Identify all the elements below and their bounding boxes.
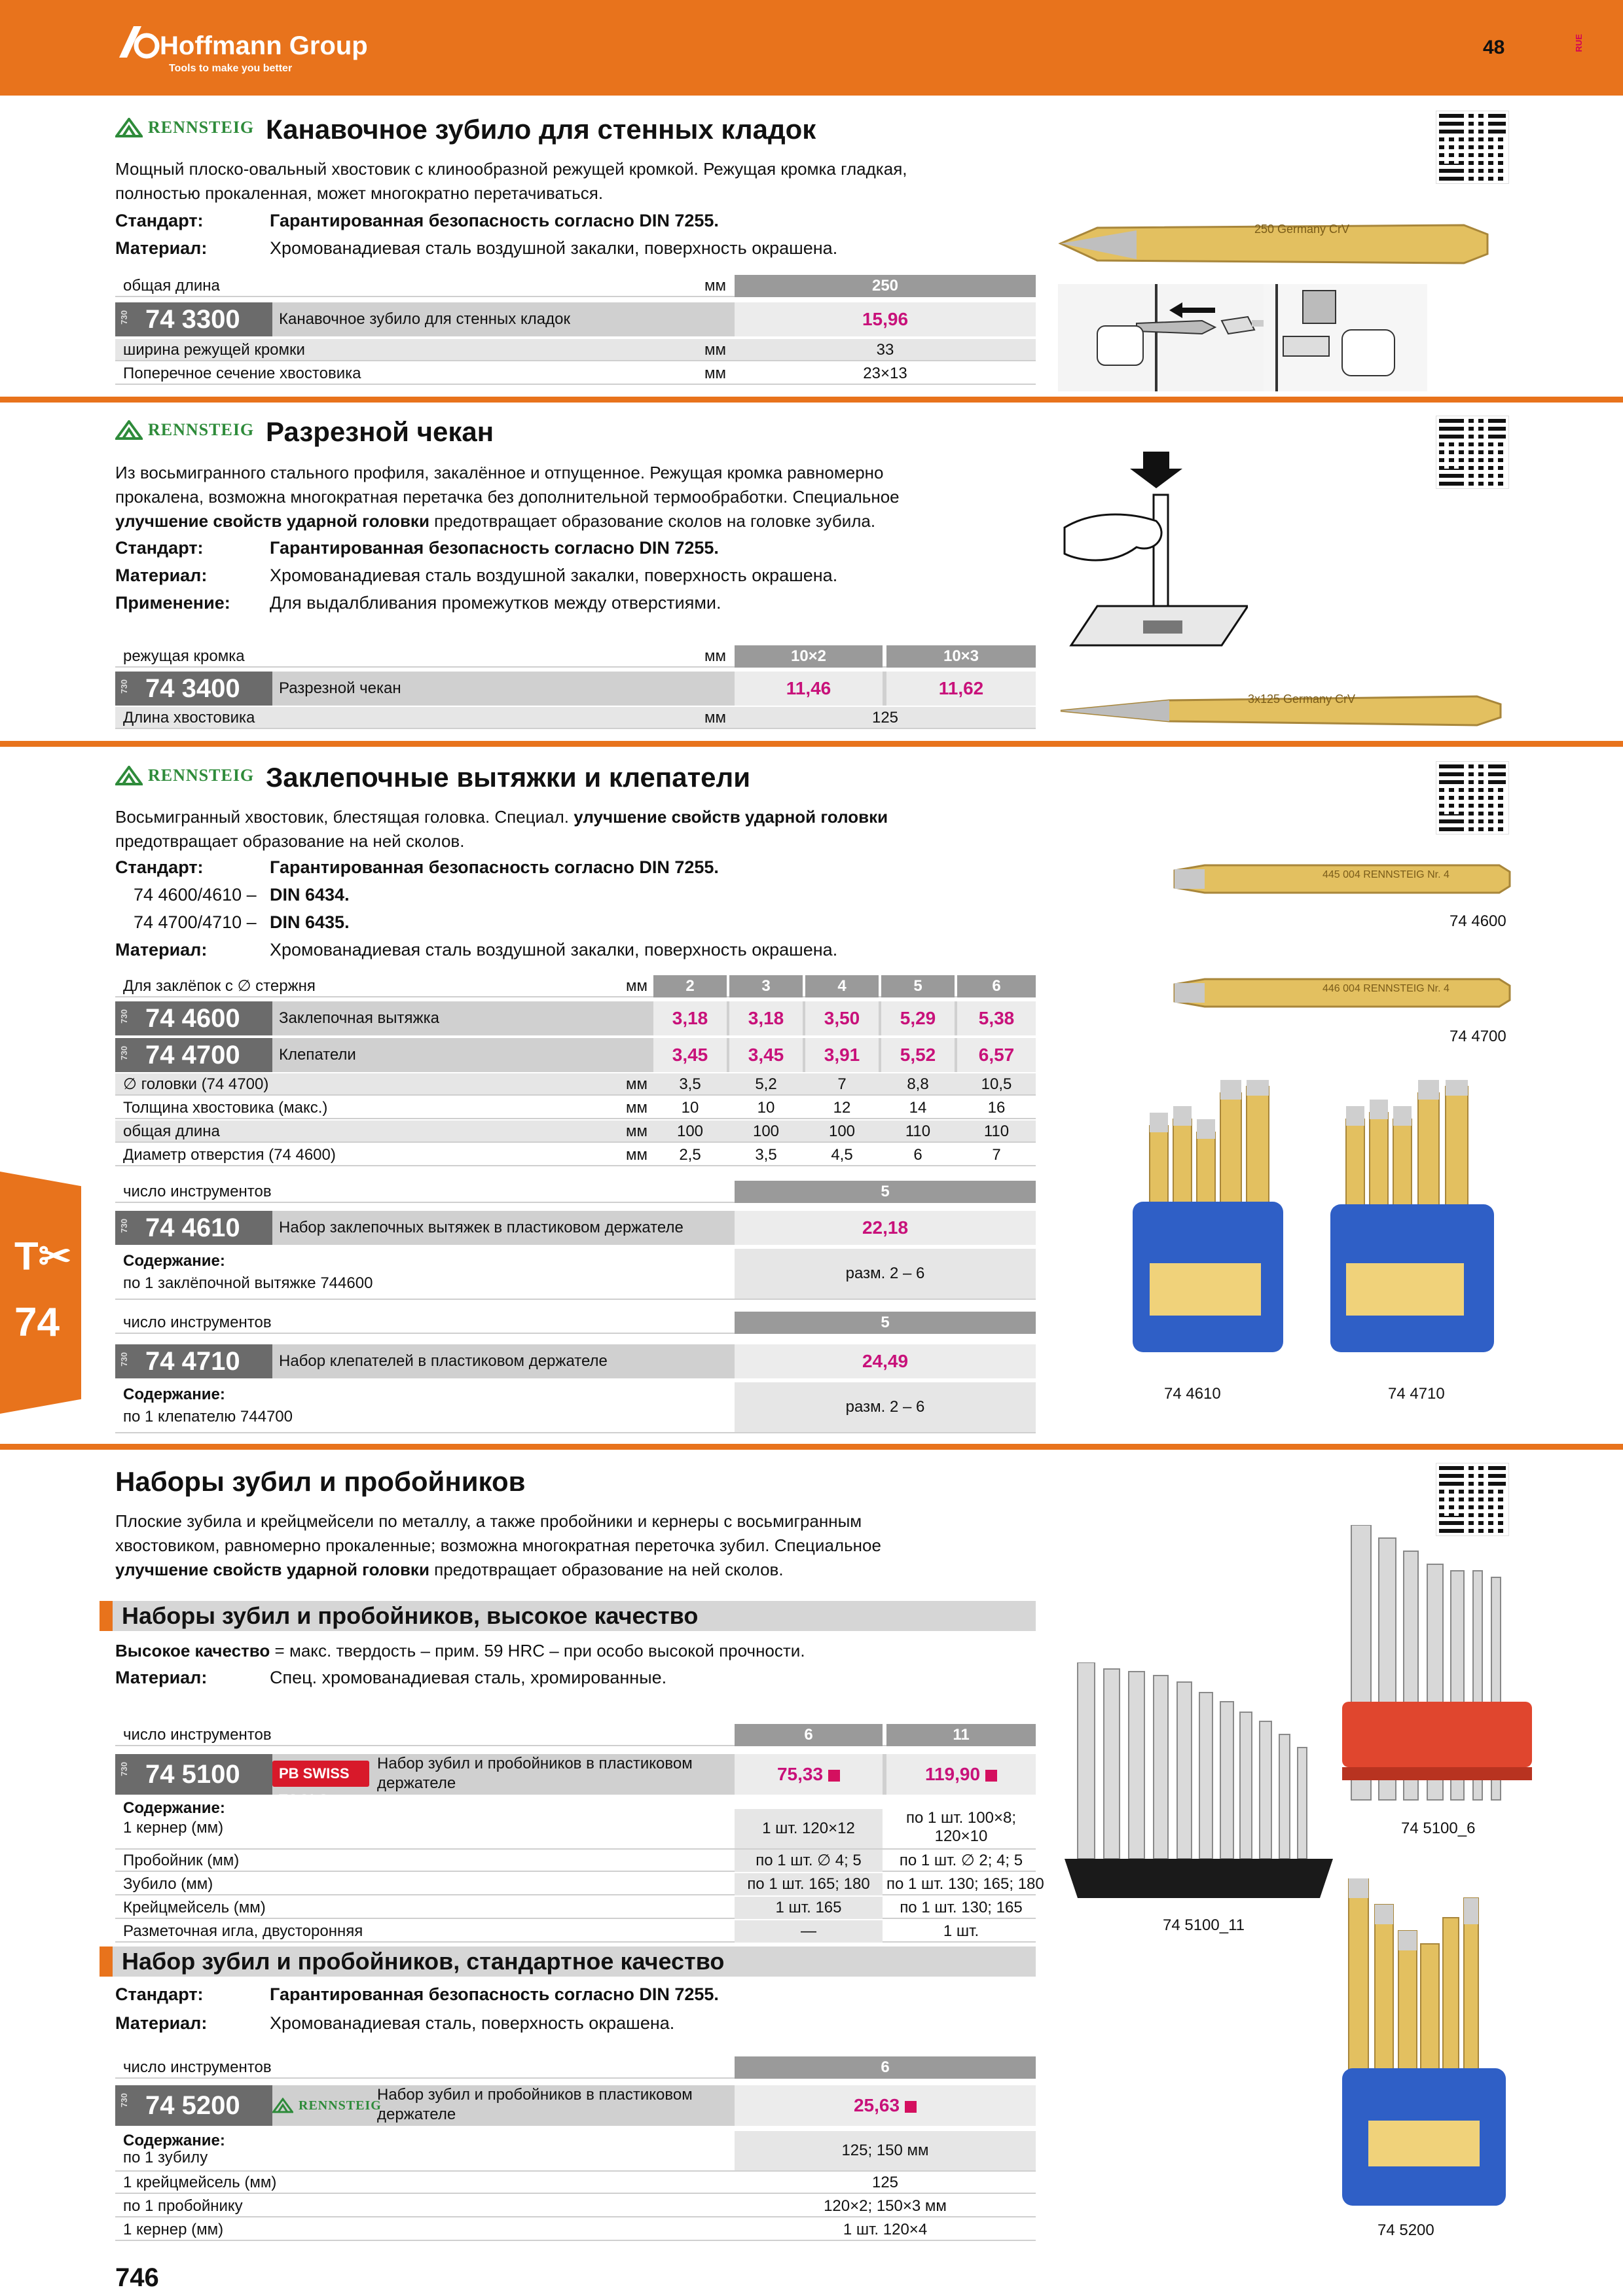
row-unit: мм — [704, 365, 726, 382]
description-text: Восьмигранный хвостовик, блестящая головка. Специал. — [115, 807, 574, 827]
row-value: 14 — [909, 1099, 927, 1117]
article-price: 22,18 — [735, 1211, 1036, 1245]
row-value: 3,5 — [679, 1075, 701, 1093]
header-label: общая длина — [123, 277, 220, 295]
article-row[interactable] — [115, 1211, 1036, 1245]
row-label: 1 кернер (мм) — [123, 2221, 224, 2238]
brand-tagline: Tools to make you better — [169, 63, 293, 74]
row-value: 100 — [752, 1122, 780, 1140]
quality-text: = макс. твердость – прим. 59 HRC – при особо высокой прочности. — [270, 1641, 805, 1660]
row-label: общая длина — [123, 1122, 220, 1140]
description-line: Плоские зубила и крейцмейсели по металлу, а также пробойники и кернеры с восьмигранным — [115, 1511, 862, 1531]
article-number[interactable] — [115, 1344, 272, 1378]
rennsteig-logo — [115, 117, 254, 139]
article-row[interactable] — [115, 2085, 1036, 2126]
material-label: Материал: — [115, 2013, 208, 2033]
table-header-row — [115, 1312, 1036, 1334]
article-number[interactable] — [115, 1211, 272, 1245]
image-caption: 74 4710 — [1388, 1385, 1445, 1403]
material-label: Материал: — [115, 238, 208, 258]
description-bold: улучшение свойств ударной головки — [574, 807, 888, 827]
article-name: Заклепочная вытяжка — [279, 1009, 439, 1027]
article-price: 3,91 — [805, 1038, 879, 1072]
row-label: Содержание: — [123, 2132, 225, 2149]
material-value: Хромованадиевая сталь, поверхность окрашена. — [270, 2013, 675, 2033]
row-value: по 1 шт. 165; 180 — [735, 1873, 883, 1895]
row-value: по 1 шт. ∅ 4; 5 — [735, 1850, 883, 1872]
row-value: 120×2; 150×3 мм — [824, 2197, 947, 2215]
header-size: 10×2 — [735, 645, 883, 668]
row-value: по 1 шт. 130; 165; 180 — [886, 1875, 1044, 1893]
row-value: 33 — [876, 341, 894, 359]
standard-label: Стандарт: — [115, 1984, 204, 2004]
table-row — [115, 2195, 1036, 2217]
table-row — [115, 1144, 1036, 1166]
rivet-set-image — [1113, 1080, 1303, 1368]
material-label: Материал: — [115, 565, 208, 585]
article-price: 11,46 — [735, 672, 883, 706]
article-name: Разрезной чекан — [279, 679, 401, 697]
row-value: 1 шт. 120×4 — [843, 2221, 928, 2238]
chisel-set-6-image — [1342, 1525, 1532, 1813]
pb-swiss-tools-logo: PB SWISS TOOLS — [272, 1761, 369, 1787]
quality-bold: Высокое качество — [115, 1641, 270, 1660]
row-value: 10 — [681, 1099, 699, 1117]
article-price: 3,45 — [653, 1038, 727, 1072]
article-price — [735, 2085, 1036, 2126]
table-row — [115, 1097, 1036, 1119]
row-label: Толщина хвостовика (макс.) — [123, 1099, 328, 1117]
rivet-tool-image — [1172, 855, 1512, 901]
article-price — [886, 1754, 1036, 1795]
tool-engraving: 446 004 RENNSTEIG Nr. 4 — [1322, 983, 1450, 994]
row-label: по 1 зубилу — [123, 2149, 208, 2166]
header-value: 5 — [735, 1312, 1036, 1334]
article-number-text: 74 5200 — [145, 2091, 240, 2120]
region-code: RUE — [1574, 34, 1584, 52]
row-unit: мм — [704, 341, 726, 359]
article-number-text: 74 4610 — [145, 1213, 240, 1242]
article-price: 5,52 — [881, 1038, 955, 1072]
article-row[interactable] — [115, 302, 1036, 336]
section-divider — [0, 1444, 1623, 1450]
quality-line — [115, 1639, 805, 1663]
rennsteig-logo-icon — [115, 766, 143, 785]
subsection-title: Набор зубил и пробойников, стандартное качество — [100, 1946, 1036, 1977]
table-row — [115, 1873, 1044, 1895]
brand-name: Hoffmann Group — [160, 31, 368, 60]
row-value: 10 — [757, 1099, 775, 1117]
row-value: 100 — [676, 1122, 704, 1140]
article-number-text: 74 4710 — [145, 1347, 240, 1376]
table-row — [115, 1809, 1036, 1850]
row-value: по 1 шт. ∅ 2; 4; 5 — [899, 1852, 1023, 1869]
article-price: 24,49 — [735, 1344, 1036, 1378]
chisel-set-standard-image — [1342, 1878, 1512, 2206]
price-value: 75,33 — [776, 1764, 824, 1784]
article-number-text: 74 3400 — [145, 674, 240, 703]
rennsteig-logo-icon — [272, 2098, 293, 2113]
description-line: полностью прокаленная, может многократно перетачиваться. — [115, 183, 604, 203]
article-number[interactable] — [115, 1038, 272, 1072]
groove-chisel-image — [1058, 208, 1490, 276]
image-caption: 74 5200 — [1377, 2221, 1434, 2239]
usage-illustration-2 — [1264, 284, 1427, 391]
chisel-engraving: 3x125 Germany CrV — [1248, 692, 1356, 706]
description-line: прокалена, возможна многократная перетачка без дополнительной термообработки. Специальное — [115, 487, 900, 507]
material-value: Хромованадиевая сталь воздушной закалки, поверхность окрашена. — [270, 940, 838, 960]
header-unit: мм — [626, 977, 647, 995]
image-caption: 74 4700 — [1450, 1028, 1506, 1045]
description-line — [115, 1558, 784, 1582]
chisel-set-11-image — [1058, 1662, 1340, 1911]
row-label: Поперечное сечение хвостовика — [123, 365, 361, 382]
article-row[interactable] — [115, 672, 1036, 706]
description-bold: улучшение свойств ударной головки — [115, 1560, 429, 1579]
image-caption: 74 5100_11 — [1163, 1916, 1245, 1934]
table-row — [115, 1920, 1036, 1943]
article-prefix: 730 — [119, 1009, 129, 1024]
content-value: разм. 2 – 6 — [735, 1382, 1036, 1432]
qr-code[interactable] — [1436, 111, 1508, 183]
chapter-number: 74 — [14, 1300, 60, 1345]
article-name: Клепатели — [279, 1046, 356, 1064]
section-divider — [0, 397, 1623, 403]
price-marker-icon — [905, 2101, 917, 2113]
tool-engraving: 445 004 RENNSTEIG Nr. 4 — [1322, 869, 1450, 880]
row-value: 110 — [983, 1122, 1010, 1140]
header-unit: мм — [704, 647, 726, 665]
row-value: по 1 шт. 100×8; 120×10 — [905, 1809, 1017, 1845]
table-header-row — [115, 1724, 1036, 1746]
image-caption: 74 4610 — [1164, 1385, 1221, 1403]
rennsteig-logo-icon — [115, 118, 143, 137]
description-text: предотвращает образование на ней сколов. — [429, 1560, 784, 1579]
material-label: Материал: — [115, 940, 208, 960]
article-name: Набор заклепочных вытяжек в пластиковом держателе — [279, 1219, 684, 1236]
section-title: Наборы зубил и пробойников — [115, 1466, 526, 1497]
description-line: предотвращает образование на ней сколов. — [115, 831, 465, 851]
cutting-chisel-image — [1058, 687, 1503, 733]
article-number[interactable] — [115, 1754, 272, 1795]
description-text: предотвращает образование сколов на головке зубила. — [429, 511, 876, 531]
table-row — [115, 1121, 1036, 1143]
image-caption: 74 5100_6 — [1401, 1820, 1476, 1837]
row-unit: мм — [626, 1122, 647, 1140]
row-value: 12 — [833, 1099, 851, 1117]
description-line: Мощный плоско-овальный хвостовик с клинообразной режущей кромкой. Режущая кромка гладкая, — [115, 159, 907, 179]
catalog-page-number: 48 — [1483, 37, 1505, 58]
article-prefix: 730 — [119, 1219, 129, 1233]
article-prefix: 730 — [119, 1046, 129, 1060]
description-line — [115, 805, 888, 829]
article-number-text: 74 4600 — [145, 1004, 240, 1033]
standard-value: Гарантированная безопасность согласно DIN 7255. — [270, 538, 719, 558]
row-value: — — [735, 1920, 883, 1943]
description-line — [115, 509, 875, 533]
standard-sub-value: DIN 6435. — [270, 912, 350, 932]
standard-value: Гарантированная безопасность согласно DIN 7255. — [270, 1984, 719, 2004]
chapter-tool-icon: T✂ — [14, 1234, 71, 1278]
application-label: Применение: — [115, 593, 230, 613]
content-row — [115, 1382, 1036, 1433]
rennsteig-logo — [115, 764, 254, 787]
row-unit: мм — [626, 1099, 647, 1117]
rennsteig-logo-icon — [115, 420, 143, 440]
header-label: число инструментов — [123, 2058, 272, 2076]
row-unit: мм — [626, 1075, 647, 1093]
rennsteig-logo-text: RENNSTEIG — [148, 118, 255, 137]
row-value: 4,5 — [831, 1146, 853, 1164]
material-value: Спец. хромованадиевая сталь, хромированные. — [270, 1668, 667, 1687]
article-number-text: 74 3300 — [145, 305, 240, 334]
rennsteig-logo-text: RENNSTEIG — [148, 766, 255, 785]
description-line: хвостовиком, равномерно прокаленные; возможна многократная переточка зубил. Специальное — [115, 1535, 881, 1555]
header-size: 10×3 — [886, 645, 1036, 668]
article-name: Набор зубил и пробойников в пластиковом держателе — [377, 1755, 693, 1792]
header-unit: мм — [704, 277, 726, 295]
row-value: 100 — [828, 1122, 856, 1140]
header-count: 6 — [735, 2056, 1036, 2079]
article-number[interactable] — [115, 302, 272, 336]
article-name: Набор зубил и пробойников в пластиковом держателе — [377, 2086, 693, 2123]
article-prefix: 730 — [119, 679, 129, 694]
table-row — [115, 2143, 1036, 2172]
header-size: 6 — [957, 975, 1036, 997]
row-unit: мм — [704, 709, 726, 726]
section-title: Заклепочные вытяжки и клепатели — [266, 762, 751, 793]
row-value: 1 шт. 120×12 — [735, 1809, 883, 1848]
price-value: 119,90 — [924, 1764, 981, 1784]
article-price — [735, 1754, 883, 1795]
article-price: 15,96 — [735, 302, 1036, 336]
header-label: число инструментов — [123, 1726, 272, 1744]
content-label: Содержание: — [123, 1252, 225, 1270]
page-header — [0, 0, 1623, 96]
row-value: 16 — [987, 1099, 1006, 1117]
material-label: Материал: — [115, 1668, 208, 1687]
header-count: 11 — [886, 1724, 1036, 1746]
row-value: 3,5 — [755, 1146, 777, 1164]
row-value: 2,5 — [679, 1146, 701, 1164]
subsection-title: Наборы зубил и пробойников, высокое качество — [100, 1601, 1036, 1631]
header-count: 6 — [735, 1724, 883, 1746]
row-unit: мм — [626, 1146, 647, 1164]
row-value: 125 — [871, 709, 899, 726]
table-row — [115, 2219, 1036, 2241]
article-row[interactable] — [115, 1344, 1036, 1378]
table-row — [115, 1897, 1036, 1919]
article-number[interactable] — [115, 672, 272, 706]
article-price: 11,62 — [886, 672, 1036, 706]
rennsteig-logo — [115, 419, 254, 441]
description-line: Из восьмигранного стального профиля, закалённое и отпущенное. Режущая кромка равномерно — [115, 463, 884, 482]
header-label: Для заклёпок с ∅ стержня — [123, 977, 316, 995]
table-row — [115, 339, 1036, 361]
material-value: Хромованадиевая сталь воздушной закалки, поверхность окрашена. — [270, 565, 838, 585]
application-value: Для выдалбливания промежутков между отверстиями. — [270, 593, 721, 613]
standard-value: Гарантированная безопасность согласно DIN 7255. — [270, 857, 719, 877]
article-prefix: 730 — [119, 1762, 129, 1776]
standard-label: Стандарт: — [115, 211, 204, 230]
table-row — [115, 363, 1036, 385]
header-size: 3 — [729, 975, 803, 997]
header-value: 250 — [735, 275, 1036, 297]
article-number[interactable] — [115, 2085, 272, 2126]
row-label: ширина режущей кромки — [123, 341, 305, 359]
content-text: по 1 заклёпочной вытяжке 744600 — [123, 1274, 373, 1292]
article-price: 5,38 — [957, 1001, 1036, 1035]
row-label: Пробойник (мм) — [123, 1852, 240, 1869]
row-value: 125 — [871, 2174, 899, 2191]
row-value: 5,2 — [755, 1075, 777, 1093]
row-value: 110 — [905, 1122, 931, 1140]
section-title: Разрезной чекан — [266, 416, 494, 447]
standard-sub-label: 74 4600/4610 – — [134, 885, 257, 905]
cutting-chisel-illustration — [1058, 449, 1248, 655]
price-marker-icon — [985, 1770, 997, 1782]
row-label: Разметочная игла, двусторонняя — [123, 1922, 363, 1940]
row-value: 8,8 — [907, 1075, 929, 1093]
content-text: по 1 клепателю 744700 — [123, 1408, 293, 1426]
row-label: 1 крейцмейсель (мм) — [123, 2174, 277, 2191]
article-price: 3,50 — [805, 1001, 879, 1035]
row-value: 125; 150 мм — [735, 2131, 1036, 2170]
table-header-row — [115, 975, 1036, 997]
content-value: разм. 2 – 6 — [735, 1249, 1036, 1299]
header-value: 5 — [735, 1181, 1036, 1203]
header-size: 2 — [653, 975, 727, 997]
row-label: Зубило (мм) — [123, 1875, 213, 1893]
image-caption: 74 4600 — [1450, 912, 1506, 930]
row-value: 1 шт. 165 — [735, 1897, 883, 1919]
table-header-row — [115, 275, 1036, 297]
article-prefix: 730 — [119, 310, 129, 325]
article-row[interactable] — [115, 1001, 1036, 1035]
row-value: 10,5 — [981, 1075, 1012, 1093]
article-prefix: 730 — [119, 1352, 129, 1367]
row-value: 1 шт. — [943, 1922, 979, 1940]
header-label: число инструментов — [123, 1183, 272, 1200]
price-value: 25,63 — [853, 2095, 900, 2115]
table-row — [115, 707, 1036, 729]
qr-code[interactable] — [1436, 416, 1508, 488]
standard-label: Стандарт: — [115, 538, 204, 558]
article-price: 5,29 — [881, 1001, 955, 1035]
chisel-engraving: 250 Germany CrV — [1254, 223, 1350, 236]
section-title: Канавочное зубило для стенных кладок — [266, 114, 816, 145]
rivet-tool-image — [1172, 969, 1512, 1014]
row-value: 23×13 — [863, 365, 907, 382]
content-label: Содержание: — [123, 1386, 225, 1403]
table-row — [115, 1850, 1036, 1872]
qr-code[interactable] — [1436, 762, 1508, 834]
table-row — [115, 2172, 1036, 2194]
header-size: 4 — [805, 975, 879, 997]
row-label: по 1 пробойнику — [123, 2197, 243, 2215]
rennsteig-logo-text: RENNSTEIG — [148, 420, 255, 439]
row-value: 7 — [837, 1075, 847, 1093]
row-label: ∅ головки (74 4700) — [123, 1075, 269, 1093]
row-value: 7 — [992, 1146, 1001, 1164]
standard-value: Гарантированная безопасность согласно DIN 7255. — [270, 211, 719, 230]
article-price: 3,45 — [729, 1038, 803, 1072]
row-value: 6 — [913, 1146, 922, 1164]
header-label: режущая кромка — [123, 647, 245, 665]
article-row[interactable] — [115, 1038, 1036, 1072]
article-price: 3,18 — [729, 1001, 803, 1035]
article-name: Набор клепателей в пластиковом держателе — [279, 1352, 608, 1370]
standard-sub-label: 74 4700/4710 – — [134, 912, 257, 932]
table-row — [115, 1073, 1036, 1096]
rennsteig-logo-text: RENNSTEIG — [299, 2098, 382, 2113]
table-header-row — [115, 2056, 1036, 2079]
header-size: 5 — [881, 975, 955, 997]
header-label: число инструментов — [123, 1314, 272, 1331]
row-label: 1 кернер (мм) — [123, 1819, 224, 1837]
row-label: Длина хвостовика — [123, 709, 255, 726]
row-label: Крейцмейсель (мм) — [123, 1899, 266, 1916]
article-number[interactable] — [115, 1001, 272, 1035]
article-price: 3,18 — [653, 1001, 727, 1035]
page-number-footer: 746 — [115, 2263, 159, 2292]
description-bold: улучшение свойств ударной головки — [115, 511, 429, 531]
table-header-row — [115, 1181, 1036, 1203]
standard-sub-value: DIN 6434. — [270, 885, 350, 905]
table-header-row — [115, 645, 1036, 668]
row-label: Содержание: — [123, 1799, 225, 1817]
standard-label: Стандарт: — [115, 857, 204, 877]
row-label: Диаметр отверстия (74 4600) — [123, 1146, 336, 1164]
content-row — [115, 1249, 1036, 1300]
article-number-text: 74 5100 — [145, 1760, 240, 1789]
article-number-text: 74 4700 — [145, 1041, 240, 1069]
article-name: Канавочное зубило для стенных кладок — [279, 310, 570, 328]
material-value: Хромованадиевая сталь воздушной закалки, поверхность окрашена. — [270, 238, 838, 258]
price-marker-icon — [828, 1770, 840, 1782]
article-price: 6,57 — [957, 1038, 1036, 1072]
rennsteig-logo — [272, 2094, 382, 2117]
row-value: по 1 шт. 130; 165 — [900, 1899, 1023, 1916]
riveter-set-image — [1320, 1080, 1510, 1368]
chapter-side-tab[interactable] — [0, 1172, 81, 1414]
section-divider — [0, 741, 1623, 747]
article-prefix: 730 — [119, 2093, 129, 2108]
